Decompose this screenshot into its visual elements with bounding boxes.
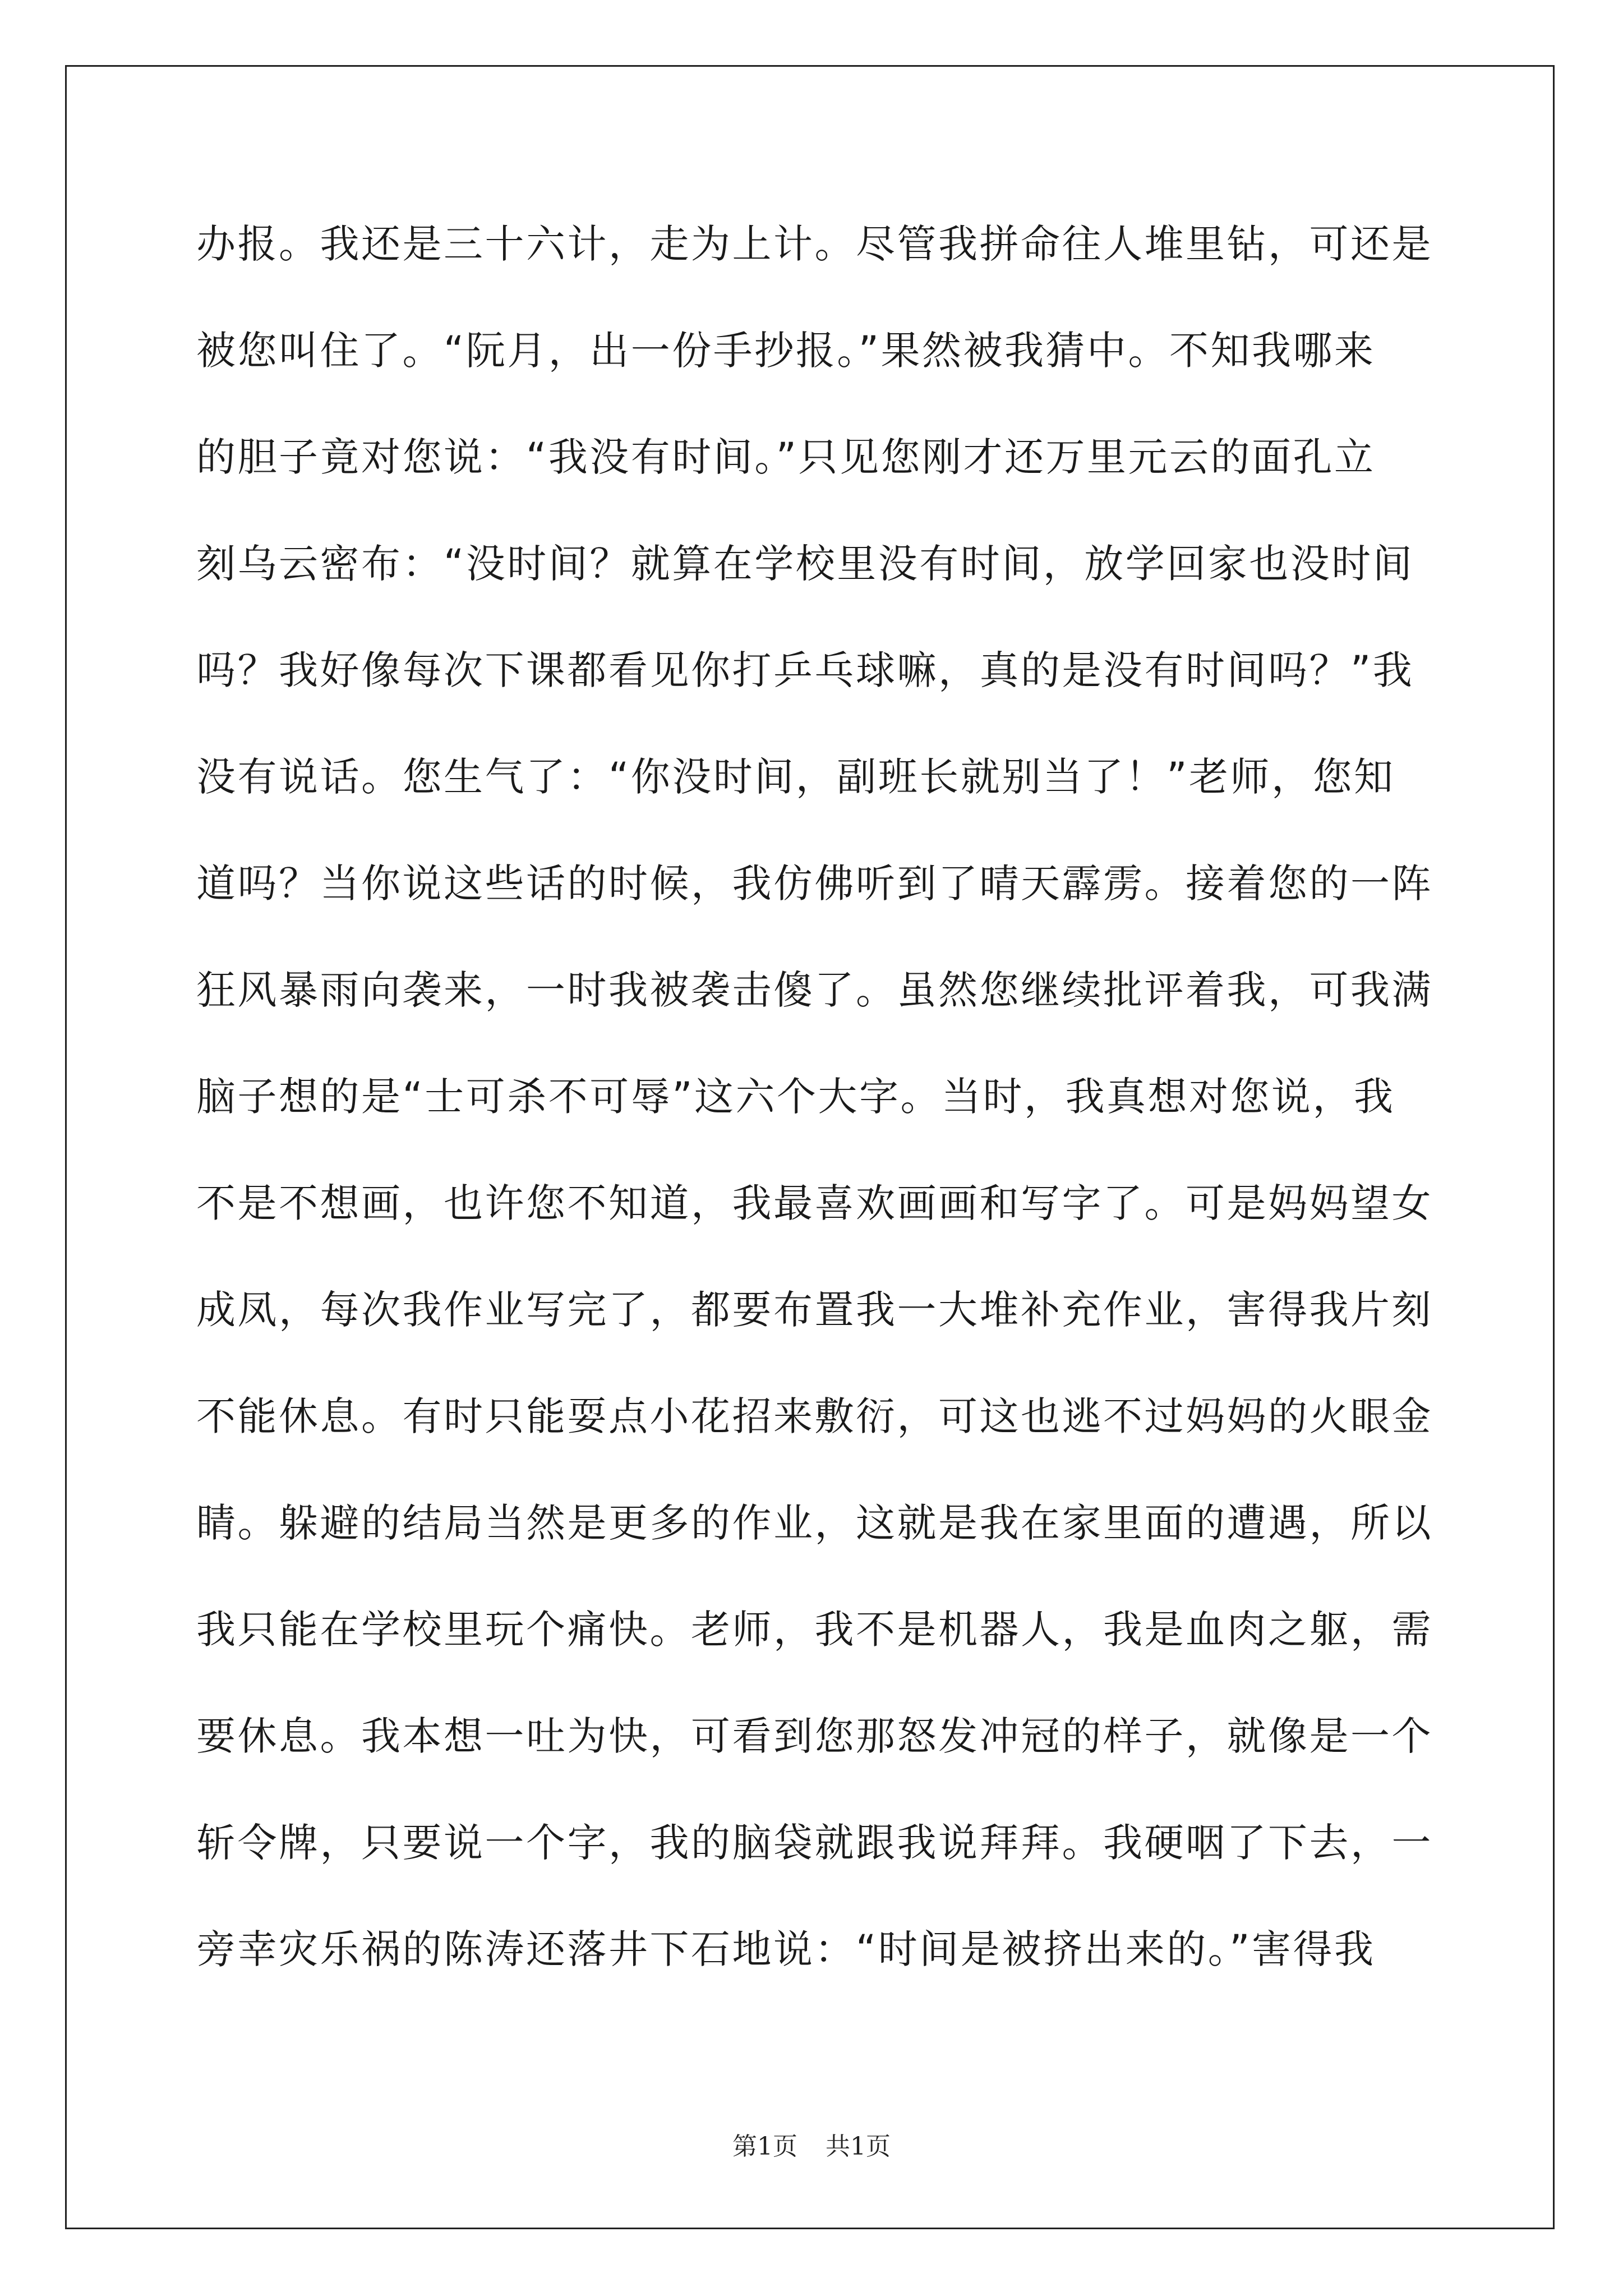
- text-line: 不是不想画，也许您不知道，我最喜欢画画和写字了。可是妈妈望女: [196, 1180, 1433, 1226]
- text-line: 被您叫住了。“阮月，出一份手抄报。”果然被我猜中。不知我哪来: [196, 328, 1376, 374]
- page-total: 共1页: [826, 2132, 891, 2161]
- text-line: 脑子想的是“士可杀不可辱”这六个大字。当时，我真想对您说，我: [196, 1074, 1395, 1120]
- text-line: 旁幸灾乐祸的陈涛还落井下石地说：“时间是被挤出来的。”害得我: [196, 1926, 1376, 1972]
- page-number: 第1页: [732, 2132, 797, 2161]
- text-line: 刻乌云密布：“没时间？就算在学校里没有时间，放学回家也没时间: [196, 541, 1414, 587]
- text-line: 睛。躲避的结局当然是更多的作业，这就是我在家里面的遭遇，所以: [196, 1500, 1433, 1546]
- document-body: [196, 213, 1433, 2025]
- text-line: 吗？我好像每次下课都看见你打乒乓球嘛，真的是没有时间吗？”我: [196, 647, 1414, 693]
- text-line: 没有说话。您生气了：“你没时间，副班长就别当了！”老师，您知: [196, 754, 1395, 800]
- text-line: 要休息。我本想一吐为快，可看到您那怒发冲冠的样子，就像是一个: [196, 1713, 1433, 1759]
- text-line: 办报。我还是三十六计，走为上计。尽管我拼命往人堆里钻，可还是: [196, 221, 1433, 267]
- text-line: 成凤，每次我作业写完了，都要布置我一大堆补充作业，害得我片刻: [196, 1287, 1433, 1333]
- text-line: 斩令牌，只要说一个字，我的脑袋就跟我说拜拜。我硬咽了下去，一: [196, 1820, 1433, 1866]
- text-line: 狂风暴雨向袭来，一时我被袭击傻了。虽然您继续批评着我，可我满: [196, 967, 1433, 1013]
- text-line: 不能休息。有时只能耍点小花招来敷衍，可这也逃不过妈妈的火眼金: [196, 1393, 1433, 1439]
- text-line: 我只能在学校里玩个痛快。老师，我不是机器人，我是血肉之躯，需: [196, 1607, 1433, 1653]
- text-line: 道吗？当你说这些话的时候，我仿佛听到了晴天霹雳。接着您的一阵: [196, 861, 1433, 907]
- page-footer: [0, 2126, 1623, 2162]
- text-line: 的胆子竟对您说：“我没有时间。”只见您刚才还万里元云的面孔立: [196, 434, 1376, 480]
